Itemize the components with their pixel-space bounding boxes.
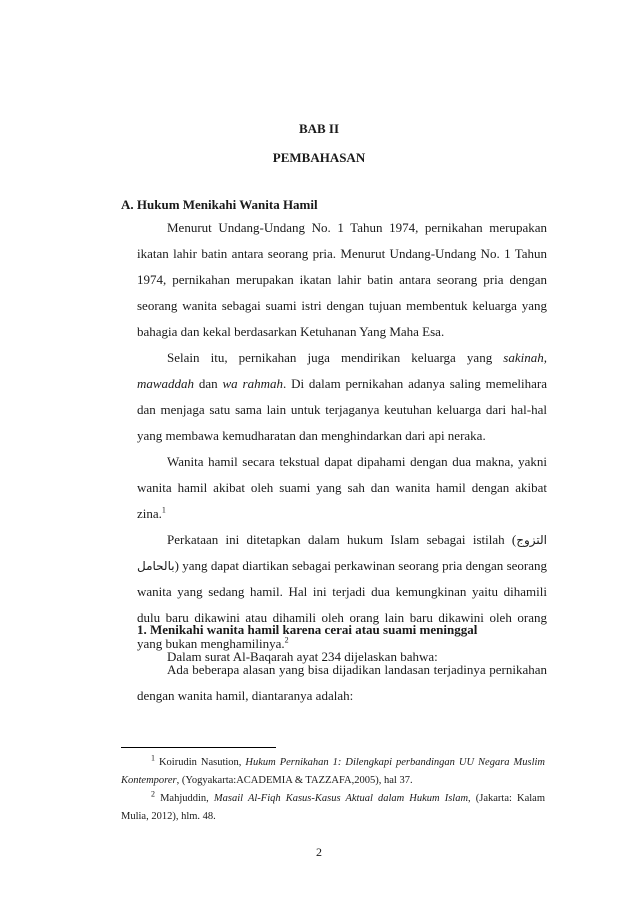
footnote-2 <box>121 790 545 826</box>
list-item-heading: 1. Menikahi wanita hamil karena cerai atau suami meninggal <box>137 622 478 637</box>
term-sakinah-mawaddah: sakinah, mawaddah <box>137 350 547 391</box>
footnote-2-text-b: , (Jakarta: Kalam Mulia, 2012), hlm. 48. <box>121 793 545 822</box>
footnote-1-title: Hukum Pernikahan 1: Dilengkapi perbandingan UU Negara Muslim Kontemporer <box>121 757 546 786</box>
section-heading: A. Hukum Menikahi Wanita Hamil <box>121 197 318 212</box>
footnote-ref-1[interactable]: 1 <box>161 505 166 515</box>
paragraph-4-text-b: ) yang dapat diartikan sebagai perkawinan seorang pria dengan seorang wanita yang sedang hamil. Hal ini terjadi dua kemungkinan yaitu dihamili dulu baru dikawini atau dihamili oleh orang lain baru dikawini oleh orang yang bukan menghamilinya. <box>137 558 547 651</box>
footnote-ref-2[interactable]: 2 <box>284 635 289 645</box>
footnote-2-title: Masail Al-Fiqh Kasus-Kasus Aktual dalam Hukum Islam <box>213 793 469 804</box>
paragraph-2-text-a: Selain itu, pernikahan juga mendirikan keluarga yang <box>167 350 504 365</box>
footnote-2-number: 2 <box>151 789 155 799</box>
footnotes <box>121 754 545 826</box>
footnote-1-text-a: Koirudin Nasution, <box>155 757 246 768</box>
footnote-1-number: 1 <box>151 753 155 763</box>
page-number: 2 <box>316 845 322 859</box>
paragraph-2-text-e: . Di dalam pernikahan adanya saling memelihara dan menjaga satu sama lain untuk terjaganya keutuhan keluarga dari hal-hal yang membawa kemudharatan dan menghindarkan dari api neraka. <box>137 376 547 443</box>
footnote-1-text-b: , (Yogyakarta:ACADEMIA & TAZZAFA,2005), hal 37. <box>176 775 413 786</box>
chapter-title: PEMBAHASAN <box>272 150 366 165</box>
term-wa-rahmah: wa rahmah <box>222 376 283 391</box>
paragraph-2-text-c: dan <box>194 376 223 391</box>
paragraph-3 <box>137 449 547 527</box>
paragraph-2 <box>137 345 547 449</box>
list-item-text: Dalam surat Al-Baqarah ayat 234 dijelaskan bahwa: <box>167 649 438 664</box>
footnote-separator <box>121 747 276 748</box>
chapter-label: BAB II <box>298 121 340 136</box>
paragraph-3-text: Wanita hamil secara tekstual dapat dipahami dengan dua makna, yakni wanita hamil akibat oleh suami yang sah dan wanita hamil dengan akibat zina. <box>137 454 547 521</box>
footnote-2-text-a: Mahjuddin, <box>155 793 214 804</box>
paragraph-1: Menurut Undang-Undang No. 1 Tahun 1974, pernikahan merupakan ikatan lahir batin antara seorang pria. Menurut Undang-Undang No. 1 Tahun 1974, pernikahan merupakan ikatan lahir batin antara seorang pria dengan seorang wanita sebagai suami istri dengan tujuan membentuk keluarga yang bahagia dan kekal berdasarkan Ketuhanan Yang Maha Esa. <box>137 220 547 339</box>
paragraph-5: Ada beberapa alasan yang bisa dijadikan landasan terjadinya pernikahan dengan wanita hamil, diantaranya adalah: <box>137 662 547 703</box>
footnote-1 <box>121 754 545 790</box>
paragraph-4-text-a: Perkataan ini ditetapkan dalam hukum Islam sebagai istilah ( <box>167 532 517 547</box>
arabic-term: التزوج بالحامل <box>137 533 547 573</box>
